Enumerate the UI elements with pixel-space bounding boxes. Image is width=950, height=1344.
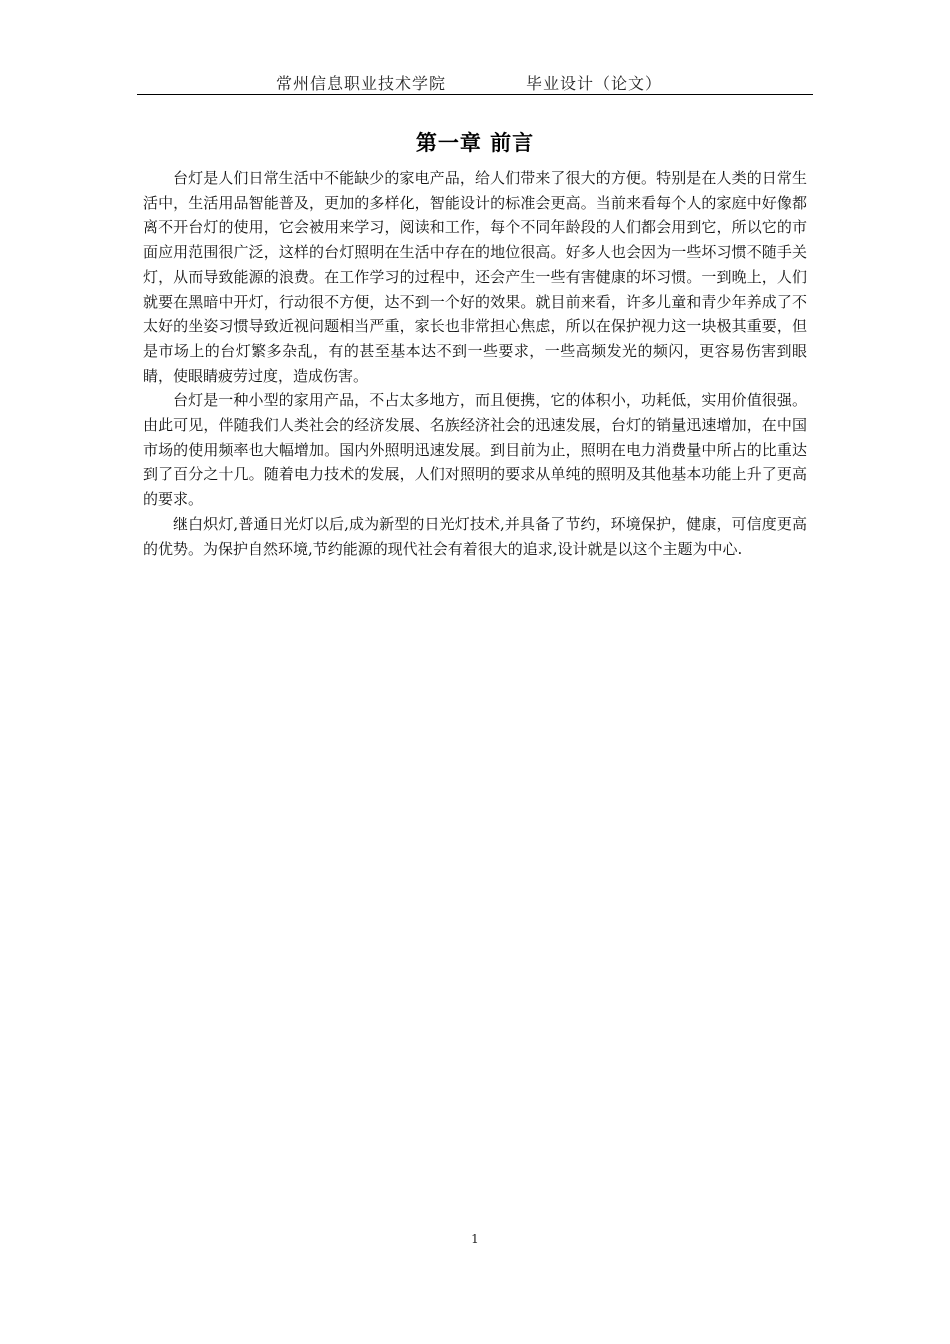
header-school-name: 常州信息职业技术学院 (276, 74, 447, 93)
paragraph-2: 台灯是一种小型的家用产品，不占太多地方，而且便携，它的体积小，功耗低，实用价值很强。由此可见，伴随我们人类社会的经济发展、名族经济社会的迅速发展，台灯的销量迅速增加，在中国市场的使用频率也大幅增加。国内外照明迅速发展。到目前为止，照明在电力消费量中所占的比重达到了百分之十几。随着电力技术的发展，人们对照明的要求从单纯的照明及其他基本功能上升了更高的要求。 (143, 391, 807, 509)
page-header (137, 70, 813, 95)
paragraph-3: 继白炽灯,普通日光灯以后,成为新型的日光灯技术,并具备了节约，环境保护，健康，可信度更高的优势。为保护自然环境,节约能源的现代社会有着很大的追求,设计就是以这个主题为中心. (143, 514, 807, 558)
page-number: 1 (471, 1232, 479, 1246)
body-text (143, 166, 807, 561)
header-document-type: 毕业设计（论文） (526, 74, 663, 93)
chapter-title: 第一章 前言 (415, 131, 535, 155)
paragraph-1: 台灯是人们日常生活中不能缺少的家电产品，给人们带来了很大的方便。特别是在人类的日常生活中，生活用品智能普及，更加的多样化，智能设计的标准会更高。当前来看每个人的家庭中好像都离不开台灯的使用，它会被用来学习，阅读和工作，每个不同年龄段的人们都会用到它，所以它的市面应用范围很广泛，这样的台灯照明在生活中存在的地位很高。好多人也会因为一些坏习惯不随手关灯，从而导致能源的浪费。在工作学习的过程中，还会产生一些有害健康的坏习惯。一到晚上，人们就要在黑暗中开灯，行动很不方便，达不到一个好的效果。就目前来看，许多儿童和青少年养成了不太好的坐姿习惯导致近视问题相当严重，家长也非常担心焦虑，所以在保护视力这一块极其重要，但是市场上的台灯繁多杂乱，有的甚至基本达不到一些要求，一些高频发光的频闪，更容易伤害到眼睛，使眼睛疲劳过度，造成伤害。 (143, 169, 807, 385)
